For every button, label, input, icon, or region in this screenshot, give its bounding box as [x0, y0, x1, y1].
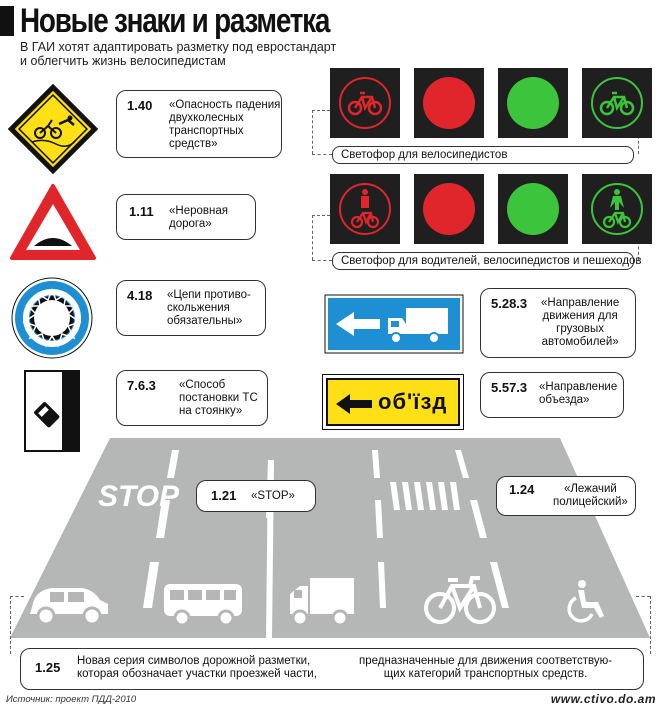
motorcycle-fall-warning-sign: [4, 80, 102, 178]
green-light: [498, 174, 568, 244]
marking-desc-line: полицейский»: [553, 496, 628, 508]
light-lens: [507, 77, 559, 129]
lights-2-bracket: [312, 215, 330, 216]
marking-desc-line: которая обозначает участки проезжей части,: [77, 668, 317, 680]
lights-1-bracket: [312, 154, 332, 155]
sign-desc: [179, 379, 258, 418]
light-lens: [423, 77, 475, 129]
sign-desc-line: «Неровная: [169, 205, 228, 217]
lights-1-bracket: [312, 110, 330, 111]
sign-5-57-3-callout: [480, 372, 624, 418]
sign-code: 1.40: [127, 98, 153, 113]
lights-1-bracket: [312, 110, 313, 154]
sign-5-28-3-callout: [480, 288, 636, 358]
sign-desc: [167, 289, 251, 328]
pedestrian-bicycle-icon: [350, 188, 380, 230]
sign-desc-line: постановки ТС: [179, 392, 258, 404]
bicycle-green-light: [582, 68, 652, 138]
sign-desc-line: «Направление: [539, 381, 618, 393]
sign-desc-line: грузовых: [556, 323, 605, 335]
sign-desc-line: дорога»: [169, 218, 212, 230]
sign-desc: [539, 381, 617, 407]
road-symbols-bracket: [10, 596, 24, 597]
marking-desc-left: [77, 655, 317, 681]
sign-1-11-callout: [116, 194, 256, 240]
sign-desc-line: скольжения: [167, 302, 230, 314]
site-watermark: www.ctivo.do.am: [550, 692, 656, 706]
road-markings-illustration: [0, 438, 660, 638]
lights-2-bracket: [312, 215, 313, 260]
subtitle-line-1: В ГАИ хотят адаптировать разметку под евростандарт: [20, 40, 337, 54]
detour-sign: [322, 374, 464, 430]
traffic-light-caption: Светофор для велосипедистов: [332, 146, 634, 164]
bicycle-icon: [599, 88, 635, 118]
marking-desc-line: щих категорий транспортных средств.: [383, 668, 588, 680]
title-bar: [0, 2, 440, 38]
marking-code: 1.25: [35, 660, 61, 675]
snow-chains-sign: [10, 276, 94, 360]
sign-code: 4.18: [127, 288, 153, 303]
marking-desc: [553, 483, 628, 509]
bicycle-red-light: [330, 68, 400, 138]
marking-desc-right: [359, 655, 612, 681]
marking-desc-line: Новая серия символов дорожной разметки,: [77, 655, 311, 667]
marking-code: 1.21: [211, 488, 237, 503]
sign-desc-line: «Способ: [179, 379, 226, 391]
truck-direction-sign: [324, 294, 464, 354]
sign-desc: [169, 99, 280, 151]
sign-7-6-3-callout: [116, 370, 268, 426]
marking-1-25-callout: [20, 648, 644, 690]
red-light: [414, 68, 484, 138]
sign-code: 5.28.3: [491, 296, 528, 311]
sign-desc: [541, 297, 619, 349]
marking-desc: «STOP»: [251, 490, 295, 502]
detour-sign-text: об'їзд: [378, 389, 448, 414]
light-lens: [423, 183, 475, 235]
page-title: Новые знаки и разметка: [20, 2, 330, 40]
pedestrian-bicycle-icon: [602, 188, 632, 230]
road-symbols-bracket: [636, 596, 650, 597]
red-light: [414, 174, 484, 244]
bump-warning-sign: [8, 182, 98, 264]
page-subtitle: [20, 40, 440, 68]
bicycle-icon: [347, 88, 383, 118]
detour-sign-face: [326, 378, 460, 426]
sign-4-18-callout: [116, 280, 266, 336]
sign-code: 7.6.3: [127, 378, 156, 393]
sign-desc-line: автомобилей»: [541, 336, 619, 348]
sign-1-40-callout: [116, 90, 282, 158]
sign-desc: [169, 205, 228, 231]
marking-desc-line: предназначенные для движения соответствую-: [359, 655, 613, 667]
sign-desc-line: транспортных: [169, 125, 244, 137]
lights-2-bracket: [312, 260, 332, 261]
pedestrian-bicycle-green-light: [582, 174, 652, 244]
source-credit: Источник: проект ПДД-2010: [6, 694, 137, 705]
sign-code: 1.11: [129, 204, 154, 219]
marking-code: 1.24: [509, 482, 535, 497]
sign-desc-line: «Опасность падения: [169, 99, 281, 111]
traffic-light-caption: Светофор для водителей, велосипедистов и пешеходов: [332, 252, 634, 270]
sign-desc-line: двухколесных: [169, 112, 244, 124]
pedestrian-bicycle-red-light: [330, 174, 400, 244]
sign-desc-line: «Цепи противо-: [167, 289, 251, 301]
stop-road-marking: STOP: [98, 480, 180, 513]
marking-desc-line: «Лежачий: [563, 483, 617, 495]
subtitle-line-2: и облегчить жизнь велосипедистам: [20, 54, 226, 68]
sign-desc-line: средств»: [169, 138, 218, 150]
marking-1-24-callout: [496, 476, 636, 516]
green-light: [498, 68, 568, 138]
light-lens: [507, 183, 559, 235]
arrow-left-icon: [334, 392, 374, 416]
sign-desc-line: «Направление: [541, 297, 620, 309]
sign-desc-line: обязательны»: [167, 315, 243, 327]
road-symbols-bracket: [650, 596, 651, 654]
sign-code: 5.57.3: [491, 380, 528, 395]
sign-desc-line: на стоянку»: [179, 405, 243, 417]
sign-desc-line: объезда»: [539, 394, 590, 406]
road-symbols-bracket: [10, 596, 11, 654]
sign-desc-line: движения для: [542, 310, 618, 322]
marking-1-21-callout: [196, 480, 316, 512]
